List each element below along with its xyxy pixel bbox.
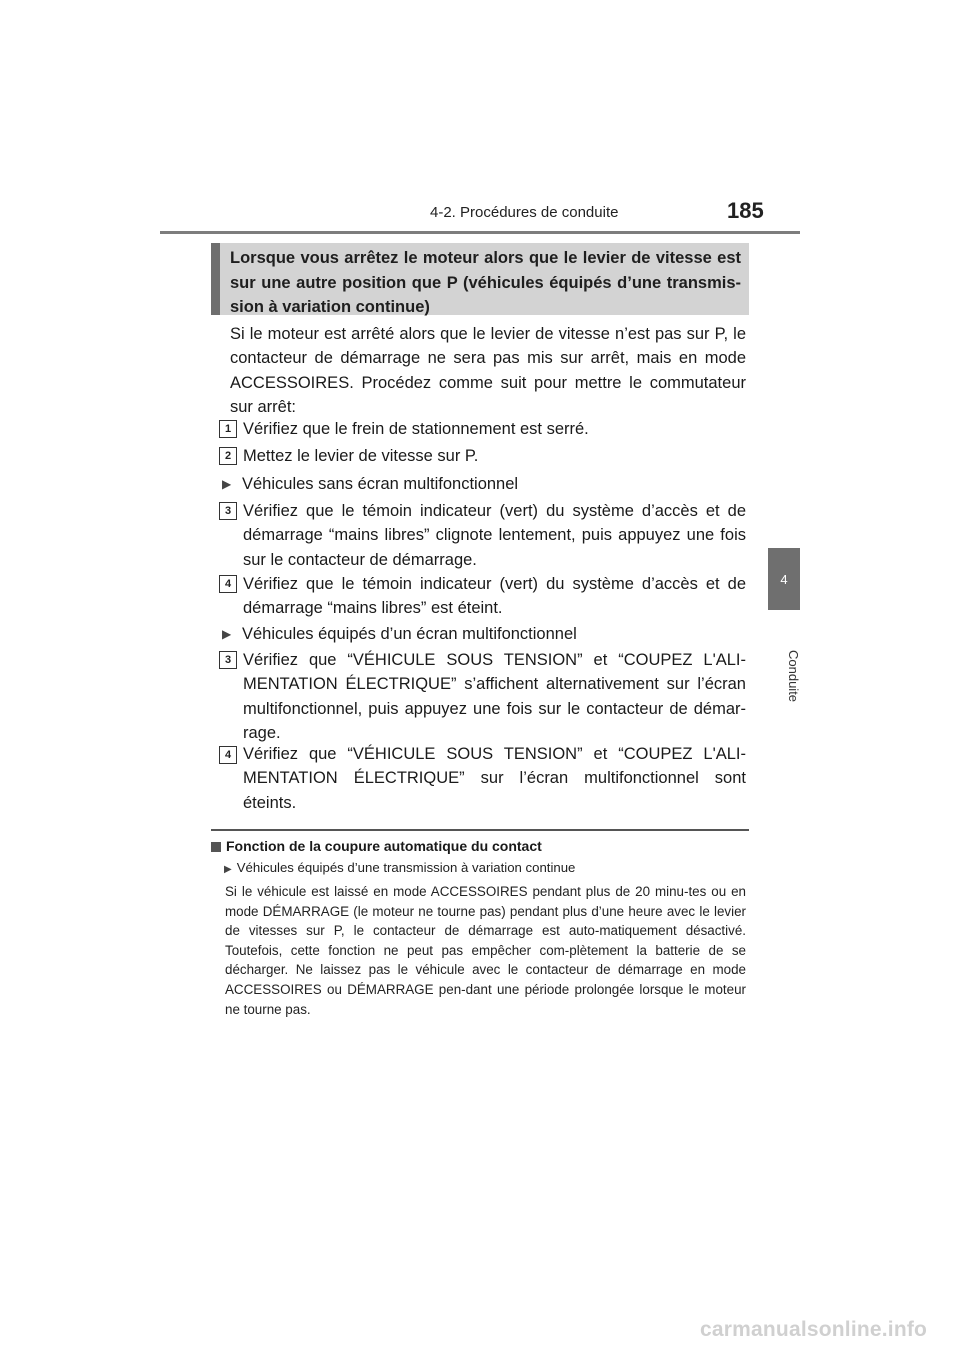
- step-number-3b: 3: [219, 651, 237, 669]
- note-body: Si le véhicule est laissé en mode ACCESSOIRES pendant plus de 20 minu-tes ou en mode DÉMARRAGE (le moteur ne tourne pas) pendant plus d’une heure avec le levier de vitesses sur P, le contacteur de démarrage est auto-matiquement désactivé. Toutefois, cette fonction ne peut pas empêcher com-plètement la batterie de se décharger. Ne laissez pas le véhicule avec le contacteur de démarrage en mode ACCESSOIRES ou DÉMARRAGE pen-dant une période prolongée lorsque le moteur ne tourne pas.: [225, 884, 746, 1017]
- header-divider: [160, 231, 800, 234]
- chapter-tab[interactable]: [768, 548, 800, 610]
- section-header: 4-2. Procédures de conduite: [430, 204, 619, 221]
- note-subtitle: ▶ Véhicules équipés d’une transmission à variation continue: [224, 860, 576, 875]
- step-number-4a: 4: [219, 575, 237, 593]
- arrow-right-icon: ▶: [222, 627, 232, 641]
- step-text-3b: Vérifiez que “VÉHICULE SOUS TENSION” et “COUPEZ L'ALI-MENTATION ÉLECTRIQUE” s’affichent alternativement sur l’écran multifonctionnel, puis appuyez une fois sur le contacteur de démar-rage.: [243, 651, 746, 743]
- chapter-label: Conduite: [786, 650, 801, 703]
- page-number: 185: [727, 198, 764, 223]
- step-text-3a: Vérifiez que le témoin indicateur (vert) du système d’accès et de démarrage “mains libres” clignote lentement, puis appuyez une fois sur le contacteur de démarrage.: [243, 502, 746, 569]
- group-a-label: ▶ Véhicules sans écran multifonctionnel: [222, 472, 518, 496]
- note-divider: [211, 829, 749, 831]
- section-heading: Lorsque vous arrêtez le moteur alors que le levier de vitesse est sur une autre position que P (véhicules équipés d’une transmis-sion à variation continue): [211, 243, 749, 315]
- arrow-right-icon: ▶: [224, 864, 232, 875]
- note-title: Fonction de la coupure automatique du contact: [211, 838, 542, 854]
- group-b-label: ▶ Véhicules équipés d’un écran multifonctionnel: [222, 622, 577, 646]
- chapter-number: 4: [780, 571, 788, 587]
- step-text-2: Mettez le levier de vitesse sur P.: [243, 447, 479, 465]
- step-number-2: 2: [219, 447, 237, 465]
- step-number-4b: 4: [219, 746, 237, 764]
- arrow-right-icon: ▶: [222, 477, 232, 491]
- step-text-1: Vérifiez que le frein de stationnement est serré.: [243, 420, 589, 438]
- step-number-3a: 3: [219, 502, 237, 520]
- intro-paragraph: Si le moteur est arrêté alors que le levier de vitesse n’est pas sur P, le contacteur de démarrage ne sera pas mis sur arrêt, mais en mode ACCESSOIRES. Procédez comme suit pour mettre le commutateur sur arrêt:: [230, 325, 746, 417]
- step-text-4b: Vérifiez que “VÉHICULE SOUS TENSION” et “COUPEZ L'ALI-MENTATION ÉLECTRIQUE” sur l’écran multifonctionnel sont éteints.: [243, 745, 746, 812]
- step-number-1: 1: [219, 420, 237, 438]
- watermark: carmanualsonline.info: [700, 1318, 928, 1341]
- square-bullet-icon: [211, 842, 221, 852]
- step-text-4a: Vérifiez que le témoin indicateur (vert) du système d’accès et de démarrage “mains libres” est éteint.: [243, 575, 746, 618]
